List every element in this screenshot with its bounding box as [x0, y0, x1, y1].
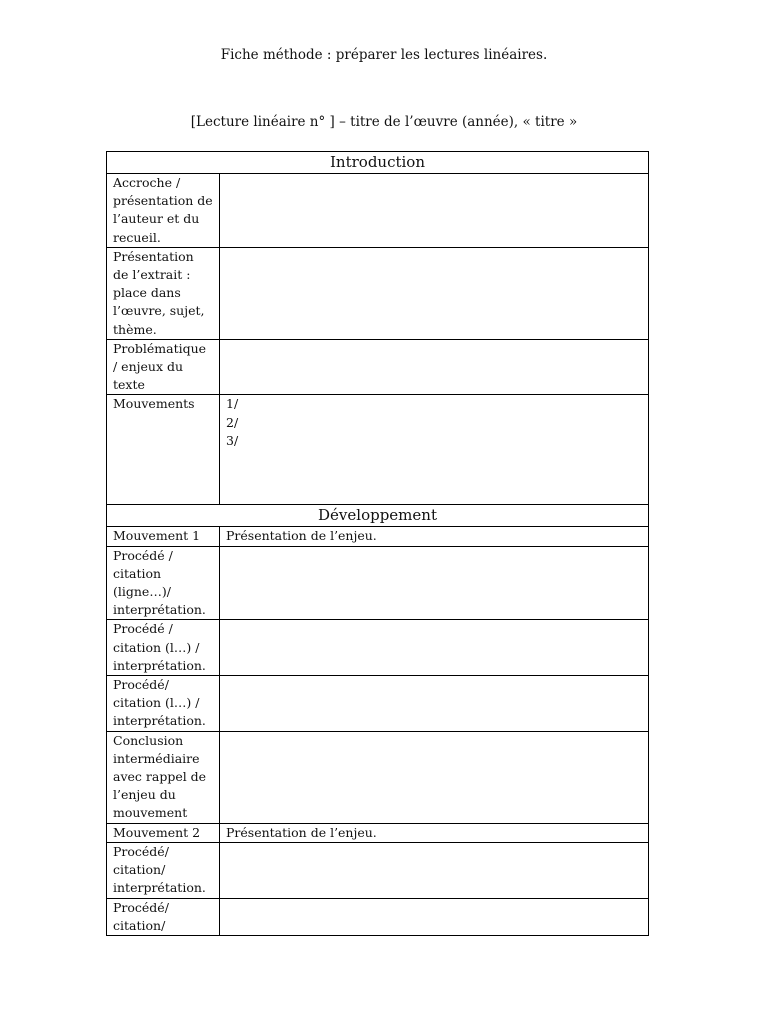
row-label-mouvements: Mouvements: [107, 395, 220, 505]
mouvement-item-1: 1/: [226, 396, 239, 412]
row-value-conclusion-intermediaire[interactable]: [220, 731, 649, 823]
row-value-procede-1[interactable]: [220, 546, 649, 620]
section-heading-developpement: Développement: [107, 505, 649, 527]
row-value-m2-procede-1[interactable]: [220, 842, 649, 898]
row-value-mouvement-2[interactable]: Présentation de l’enjeu.: [220, 823, 649, 842]
document-title: Fiche méthode : préparer les lectures linéaires.: [220, 47, 548, 63]
row-label-mouvement-2: Mouvement 2: [107, 823, 220, 842]
row-label-accroche: Accroche / présentation de l’auteur et du recueil.: [107, 174, 220, 248]
mouvement-item-3: 3/: [226, 432, 239, 448]
document-subtitle: [Lecture linéaire n° ] – titre de l’œuvre (année), « titre »: [190, 114, 578, 130]
row-value-m2-procede-2[interactable]: [220, 898, 649, 935]
row-value-mouvement-1[interactable]: Présentation de l’enjeu.: [220, 527, 649, 546]
row-label-mouvement-1: Mouvement 1: [107, 527, 220, 546]
section-heading-introduction: Introduction: [107, 152, 649, 174]
row-label-presentation-extrait: Présentation de l’extrait : place dans l’œuvre, sujet, thème.: [107, 247, 220, 339]
row-label-procede-1: Procédé / citation (ligne…)/ interprétation.: [107, 546, 220, 620]
row-value-accroche[interactable]: [220, 174, 649, 248]
row-value-presentation-extrait[interactable]: [220, 247, 649, 339]
row-value-mouvements[interactable]: [220, 395, 649, 505]
row-value-procede-3[interactable]: [220, 676, 649, 732]
row-value-problematique[interactable]: [220, 339, 649, 395]
lecture-lineaire-table: [106, 151, 649, 936]
row-label-m2-procede-2: Procédé/ citation/: [107, 898, 220, 935]
row-label-problematique: Problématique / enjeux du texte: [107, 339, 220, 395]
mouvement-item-2: 2/: [226, 414, 239, 430]
row-label-conclusion-intermediaire: Conclusion intermédiaire avec rappel de l’enjeu du mouvement: [107, 731, 220, 823]
row-label-procede-2: Procédé / citation (l…) / interprétation.: [107, 620, 220, 676]
row-label-procede-3: Procédé/ citation (l…) / interprétation.: [107, 676, 220, 732]
row-label-m2-procede-1: Procédé/ citation/ interprétation.: [107, 842, 220, 898]
row-value-procede-2[interactable]: [220, 620, 649, 676]
